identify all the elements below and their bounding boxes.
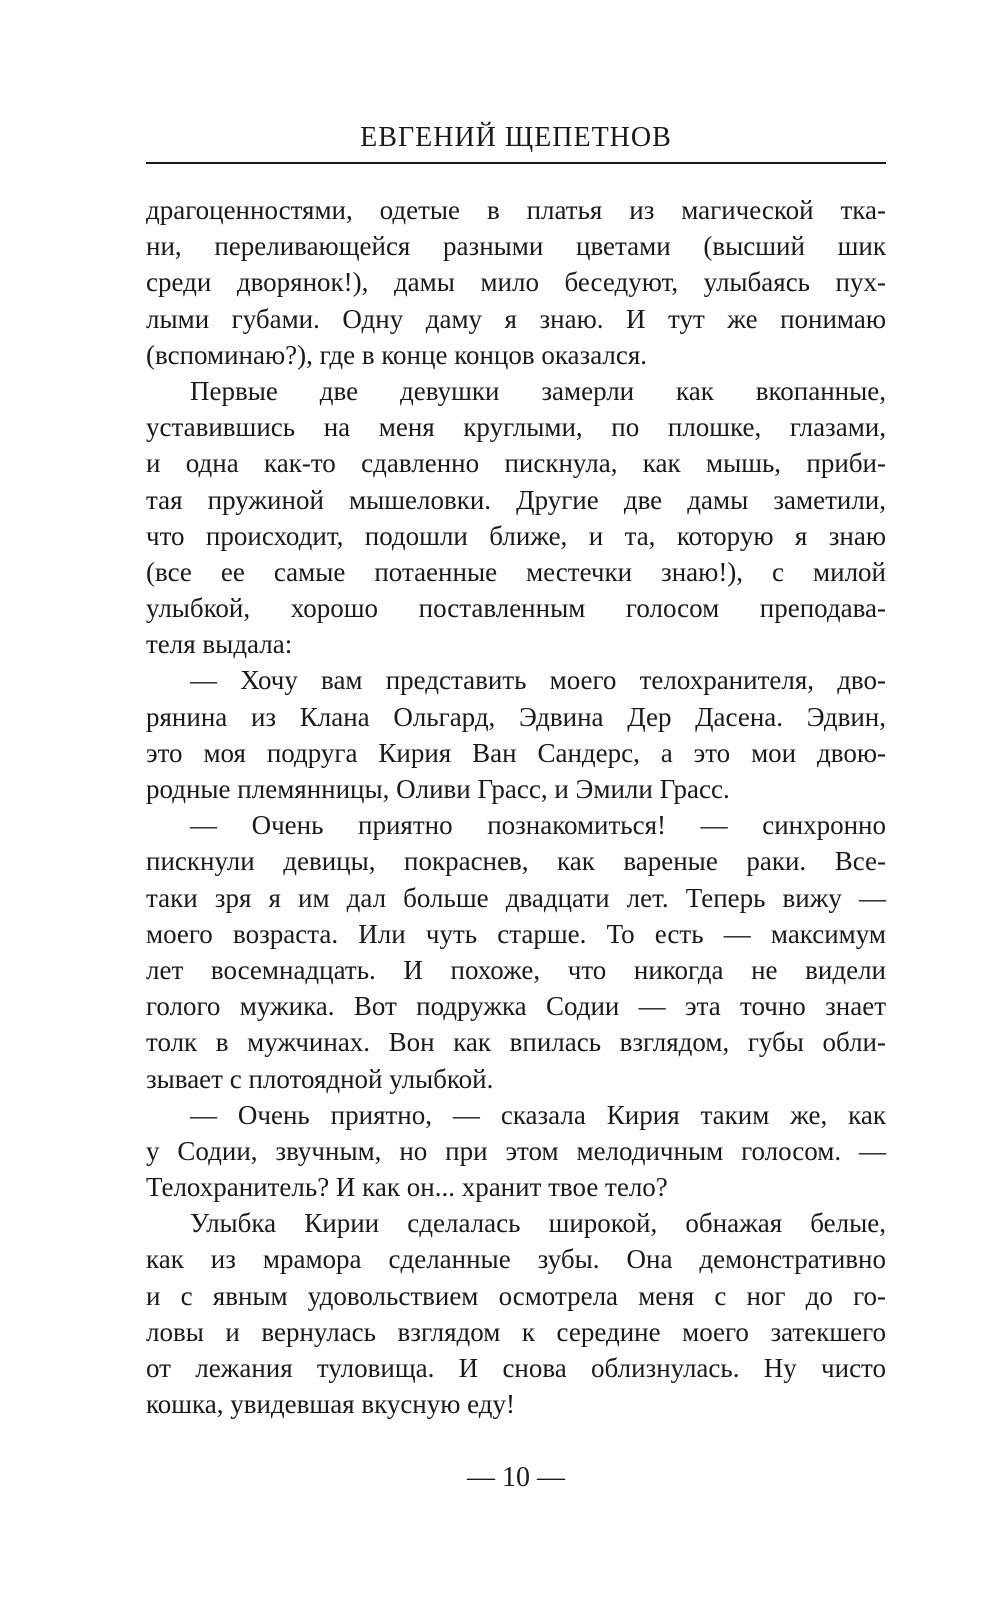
running-head: ЕВГЕНИЙ ЩЕПЕТНОВ [360, 122, 672, 153]
text-line: лыми губами. Одну даму я знаю. И тут же понимаю [146, 303, 886, 334]
text-line: — Очень приятно познакомиться! — синхронно [190, 810, 886, 841]
text-line: лет восемнадцать. И похоже, что никогда не видели [146, 954, 886, 985]
text-line: — Очень приятно, — сказала Кирия таким же, как [190, 1099, 886, 1130]
text-line: (все ее самые потаенные местечки знаю!), с милой [146, 556, 886, 587]
page-number: — 10 — [467, 1462, 565, 1493]
text-line: теля выдала: [146, 629, 293, 660]
text-line: голого мужика. Вот подружка Содии — эта точно знает [146, 991, 886, 1022]
header-rule [146, 162, 886, 164]
text-line: Улыбка Кирии сделалась широкой, обнажая белые, [190, 1208, 886, 1239]
text-line: уставившись на меня круглыми, по плошке, глазами, [146, 412, 886, 443]
text-line: рянина из Клана Ольгард, Эдвина Дер Дасена. Эдвин, [146, 701, 886, 732]
text-line: толк в мужчинах. Вон как впилась взглядом, губы обли- [146, 1027, 886, 1058]
text-line: — Хочу вам представить моего телохранителя, дво- [190, 665, 886, 696]
text-line: у Содии, звучным, но при этом мелодичным голосом. — [146, 1135, 886, 1166]
text-line: ни, переливающейся разными цветами (высший шик [146, 231, 886, 262]
text-line: и одна как-то сдавленно пискнула, как мышь, приби- [146, 448, 886, 479]
text-line: родные племянницы, Оливи Грасс, и Эмили Грасс. [146, 774, 730, 804]
text-line: драгоценностями, одетые в платья из магической тка- [146, 195, 886, 225]
text-line: моего возраста. Или чуть старше. То есть — максимум [146, 918, 886, 949]
text-line: от лежания туловища. И снова облизнулась. Ну чисто [146, 1353, 886, 1383]
text-line: тая пружиной мышеловки. Другие две дамы заметили, [146, 484, 886, 515]
text-line: кошка, увидевшая вкусную еду! [146, 1389, 516, 1420]
text-line: ловы и вернулась взглядом к середине моего затекшего [146, 1316, 886, 1347]
text-line: Телохранитель? И как он... хранит твое тело? [146, 1172, 668, 1203]
text-line: зывает с плотоядной улыбкой. [146, 1063, 494, 1094]
text-line: и с явным удовольствием осмотрела меня с ног до го- [146, 1280, 886, 1311]
text-line: как из мрамора сделанные зубы. Она демонстративно [146, 1244, 886, 1275]
text-line: это моя подруга Кирия Ван Сандерс, а это мои двою- [146, 737, 886, 768]
text-line: пискнули девицы, покраснев, как вареные раки. Все- [146, 846, 886, 877]
body-text [146, 192, 886, 1422]
text-line: среди дворянок!), дамы мило беседуют, улыбаясь пух- [146, 267, 886, 298]
text-line: таки зря я им дал больше двадцати лет. Теперь вижу — [146, 882, 886, 913]
text-line: (вспоминаю?), где в конце концов оказался. [146, 339, 648, 370]
text-line: Первые две девушки замерли как вкопанные, [190, 375, 886, 406]
text-line: что происходит, подошли ближе, и та, которую я знаю [146, 520, 886, 551]
text-line: улыбкой, хорошо поставленным голосом преподава- [146, 593, 886, 624]
